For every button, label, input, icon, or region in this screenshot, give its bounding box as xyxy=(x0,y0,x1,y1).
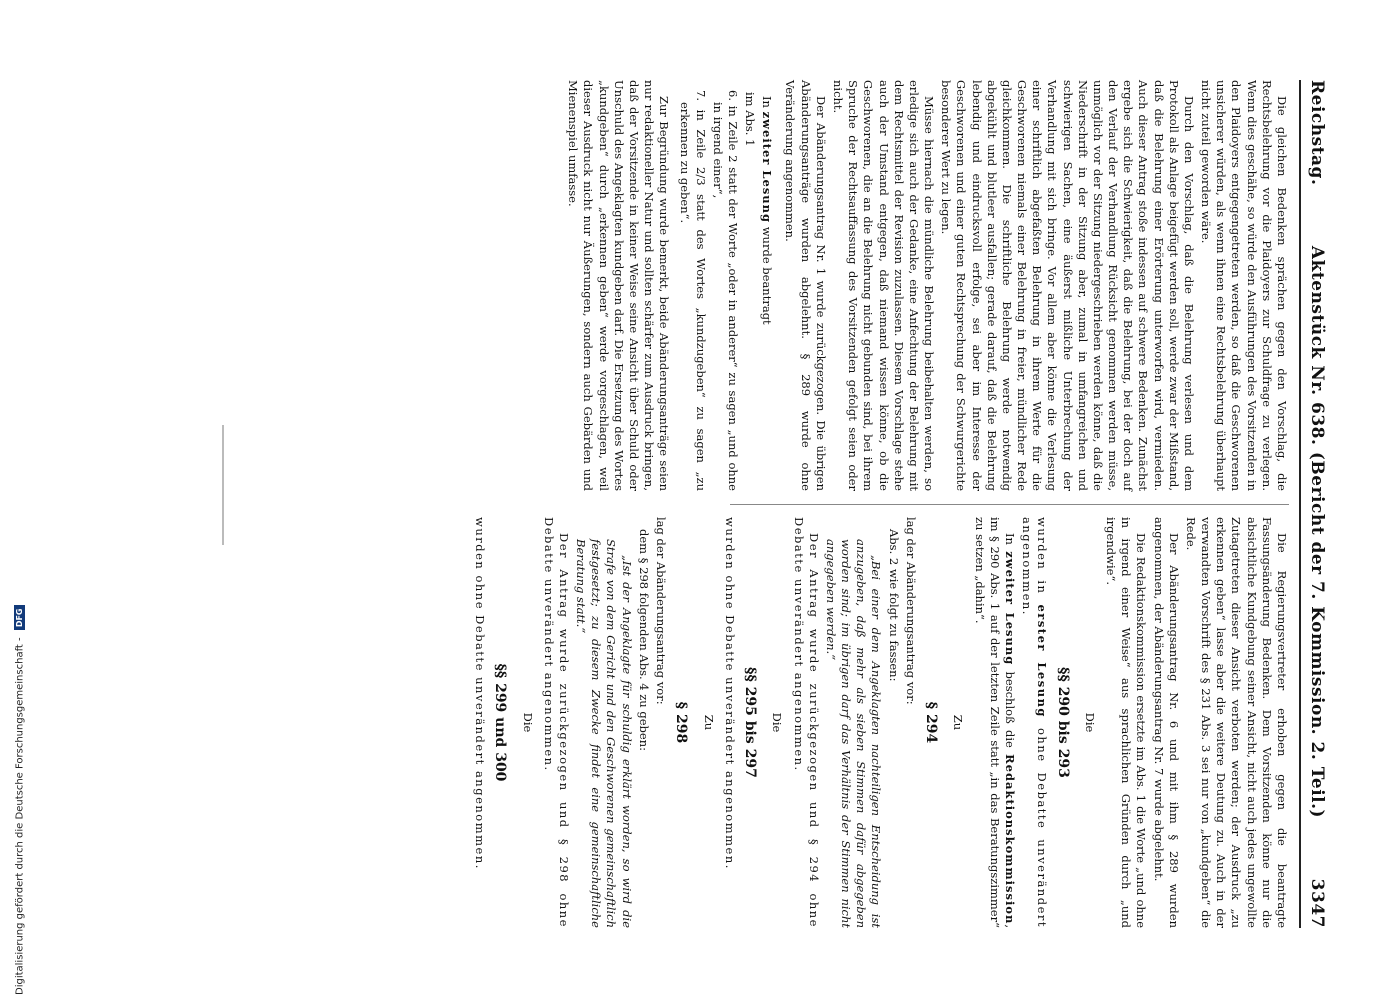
paragraph: lag der Abänderungsantrag vor: xyxy=(653,517,668,705)
paragraph: Der Abänderungsantrag Nr. 6 und mit ihm § 289 wurden angenommen, der Abänderungsantrag Nr. 7 wurde abgelehnt. xyxy=(1151,517,1181,928)
quoted-amendment: „Ist der Angeklagte für schuldig erklärt worden, so wird die Strafe von dem Gericht und den Geschworenen gemeinschaftlich festgesetzt; zu diesem Zwecke findet eine gemeinschaftliche Beratung statt.“ xyxy=(574,539,634,928)
emphasis: erster Lesung xyxy=(1035,604,1050,718)
header-left: Reichstag. xyxy=(1307,80,1327,186)
text-run: , im § 290 Abs. 1 auf der letzten Zeile statt „in das Beratungszimmer“ zu setzen „dahin“. xyxy=(972,517,1017,928)
text-columns xyxy=(470,80,1289,928)
section-heading: §§ 295 bis 297 xyxy=(742,667,759,778)
quoted-amendment: „Bei einer dem Angeklagten nachteiligen Entscheidung ist anzugeben, daß mehr als sieben Stimmen dafür abgegeben worden sind; im übrigen darf das Verhältnis der Stimmen nicht angegeben werden.“ xyxy=(823,539,884,928)
list-item xyxy=(677,80,707,491)
paragraph: dem § 298 folgenden Abs. 4 zu geben: xyxy=(636,529,651,751)
item-number: 7. xyxy=(693,90,708,101)
label-zu: Zu xyxy=(951,714,966,731)
paragraph: Die Redaktionskommission ersetzte im Abs. 1 die Worte „und ohne in irgend einer Weise“ aus sprachlichen Gründen durch „und irgendwie“. xyxy=(1104,517,1149,928)
footer-text: Digitalisierung gefördert durch die Deutsche Forschungsgemeinschaft - xyxy=(14,637,26,995)
text-run: In xyxy=(760,96,775,108)
paragraph: Der Abänderungsantrag Nr. 1 wurde zurückgezogen. Die übrigen Abänderungsanträge wurden abgelehnt. § 289 wurde ohne Veränderung angenommen. xyxy=(783,80,828,491)
paragraph: Abs. 2 wie folgt zu fassen: xyxy=(886,529,901,682)
page-fold-mark xyxy=(222,425,224,545)
paragraph xyxy=(759,80,774,491)
item-number: 6. xyxy=(725,90,740,101)
page-header xyxy=(1299,80,1327,928)
paragraph: wurden ohne Debatte unverändert angenommen. xyxy=(472,517,487,870)
label-die: Die xyxy=(1082,712,1097,733)
text-run: ohne Debatte unverändert angenommen. xyxy=(1020,517,1050,929)
text-run: In xyxy=(1002,533,1017,545)
label-zu: Zu xyxy=(701,714,716,731)
paragraph xyxy=(1019,517,1049,928)
paragraph: Der Antrag wurde zurückgezogen und § 298 ohne Debatte unverändert angenommen. xyxy=(541,517,571,928)
paragraph: Die Regierungsvertreter erhoben gegen die beantragte Fassungsänderung Bedenken. Dem Vorsitzenden könne nur die absichtliche Kundgebung seiner Ansicht, nicht auch jedes ungewollte Zutagetreten dieser Ansicht verboten werden; der Ausdruck „zu erkennen geben“ lasse aber die weitere Deutung zu. Auch in der verwandten Vorschrift des § 231 Abs. 3 sei nur von „kundgeben“ die Rede. xyxy=(1183,517,1289,928)
paragraph: wurden ohne Debatte unverändert angenommen. xyxy=(722,517,737,870)
right-column xyxy=(470,517,1289,928)
digitization-footer xyxy=(0,0,26,1000)
text-run: wurde beantragt xyxy=(760,226,775,325)
paragraph: Zur Begründung wurde bemerkt, beide Abänderungsanträge seien nur redaktioneller Natur und sollten schärfer zum Ausdruck bringen, daß der Vorsitzende in keiner Weise seine Ansicht über Schuld oder Unschuld des Angeklagten kundgeben darf. Die Ersetzung des Wortes „kundgeben“ durch „erkennen geben“ werde vorgeschlagen, weil dieser Ausdruck nicht nur Äußerungen, sondern auch Gebärden und Mienenspiel umfasse. xyxy=(566,80,672,491)
left-column xyxy=(470,80,1289,491)
paragraph xyxy=(971,517,1017,928)
section-heading: § 298 xyxy=(673,701,690,744)
label-die: Die xyxy=(770,712,785,733)
section-heading: § 294 xyxy=(923,701,940,744)
list-item xyxy=(710,80,740,491)
paragraph: im Abs. 1 xyxy=(743,92,758,147)
paragraph: Die gleichen Bedenken sprächen gegen den Vorschlag, die Rechtsbelehrung vor die Plaidoyers zur Schuldfrage zu verlegen. Wenn dies geschähe, so würde den Ausführungen des Vorsitzenden in den Plaidoyers entgegengetreten werden, so daß die Geschworenen unsicherer würden, als wenn ihnen eine Rechtsbelehrung überhaupt nicht zuteil geworden wäre. xyxy=(1199,80,1289,491)
label-die: Die xyxy=(520,712,535,733)
text-run: wurden in xyxy=(1035,517,1050,595)
page-number: 3347 xyxy=(1307,878,1327,928)
paragraph: lag der Abänderungsantrag vor: xyxy=(903,517,918,705)
header-title: Aktenstück Nr. 638. (Bericht der 7. Kommission. 2. Teil.) xyxy=(1307,245,1327,819)
dfg-logo: DFG xyxy=(14,606,25,631)
item-text: in Zeile 2 statt der Worte „oder in anderer“ zu sagen „und ohne in irgend einer“, xyxy=(710,102,740,491)
paragraph: Der Antrag wurde zurückgezogen und § 294 ohne Debatte unverändert angenommen. xyxy=(791,517,821,928)
text-run: beschloß die xyxy=(1002,671,1017,748)
emphasis: zweiter Lesung xyxy=(760,111,775,224)
emphasis: zweiter Lesung xyxy=(1002,551,1017,666)
section-heading: §§ 290 bis 293 xyxy=(1054,667,1071,778)
paragraph: Müsse hiernach die mündliche Belehrung beibehalten werden, so erledige sich auch der Gedanke, eine Anfechtung der Belehrung mit dem Rechtsmittel der Revision zuzulassen. Diesem Vorschlage stehe auch der Umstand entgegen, daß niemand wissen könne, ob die Geschworenen, die an die Belehrung nicht gebunden sind, bei ihrem Spruche der Rechtsauffassung des Vorsitzenden gefolgt seien oder nicht. xyxy=(831,80,937,491)
paragraph: Durch den Vorschlag, daß die Belehrung verlesen und dem Protokoll als Anlage beigefügt werden soll, werde zwar der Mißstand, daß die Belehrung einer Erörterung unterworfen wird, vermieden. Auch dieser Antrag stoße indessen auf schwere Bedenken. Zunächst ergebe sich die Schwierigkeit, daß die Belehrung, bei der doch auf den Verlauf der Verhandlung Rücksicht genommen werden müsse, unmöglich vor der Sitzung niedergeschrieben werden könne, daß die Niederschrift in der Sitzung aber, zumal in umfangreichen und schwierigen Sachen, eine äußerst mißliche Unterbrechung der Verhandlung mit sich bringe. Vor allem aber könne die Verlesung einer schriftlich abgefaßten Belehrung in ihrem Werte für die Geschworenen niemals einer Belehrung in freier, mündlicher Rede gleichkommen. Die schriftliche Belehrung werde notwendig abgekühlt und blutleer ausfallen; gerade darauf, daß die Belehrung lebendig und eindrucksvoll erfolge, sei aber im Interesse der Geschworenen und einer guten Rechtsprechung der Schwurgerichte besonderer Wert zu legen. xyxy=(939,80,1196,491)
section-heading: §§ 299 und 300 xyxy=(492,663,509,782)
emphasis: Redaktionskommission xyxy=(1002,754,1017,925)
item-text: in Zeile 2/3 statt des Wortes „kundzugeben“ zu sagen „zu erkennen zu geben“. xyxy=(678,102,708,492)
